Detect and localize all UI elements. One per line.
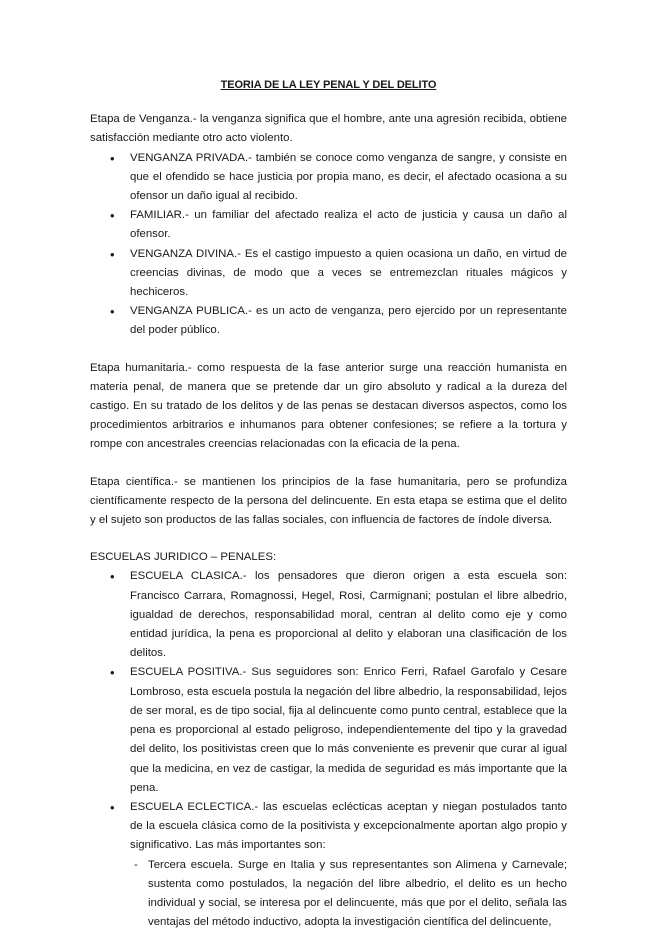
- venganza-list: [90, 149, 567, 341]
- paragraph-spacer: [90, 455, 567, 473]
- escuelas-heading: ESCUELAS JURIDICO – PENALES:: [90, 551, 277, 564]
- page-title: TEORIA DE LA LEY PENAL Y DEL DELITO: [220, 79, 437, 91]
- list-item: • VENGANZA PUBLICA.- es un acto de venganza, pero ejercido por un representante del poder público.: [90, 302, 567, 340]
- escuelas-list: [90, 567, 567, 855]
- list-item: • VENGANZA DIVINA.- Es el castigo impuesto a quien ocasiona un daño, en virtud de creencias divinas, de modo que a veces se entremezclan rituales mágicos y hechiceros.: [90, 245, 567, 303]
- list-item: • ESCUELA CLASICA.- los pensadores que dieron origen a esta escuela son: Francisco Carrara, Romagnossi, Hegel, Rosi, Carmignani; postulan el libre albedrio, igualdad de derechos, responsabilidad moral, centran al delito como eje y como entidad jurídica, la pena es proporcional al delito y elaboran una clasificación de los delitos.: [90, 567, 567, 663]
- cientifica-paragraph: Etapa científica.- se mantienen los principios de la fase humanitaria, pero se profundiza científicamente respecto de la persona del delincuente. En esta etapa se estima que el delito y el sujeto son productos de las fallas sociales, con influencia de factores de índole diversa.: [90, 475, 567, 527]
- list-item: • VENGANZA PRIVADA.- también se conoce como venganza de sangre, y consiste en que el ofendido se hace justicia por propia mano, es decir, el afectado ocasiona a su ofensor un daño igual al recibido.: [90, 149, 567, 207]
- humanitaria-paragraph: Etapa humanitaria.- como respuesta de la fase anterior surge una reacción humanista en materia penal, de manera que se pretende dar un giro absoluto y radical a la dureza del castigo. En su tratado de los delitos y de las penas se destacan diversos aspectos, como los procedimientos arbitrarios e inhumanos para obtener confesiones; se refiere a la tortura y rompe con ancestrales creencias relacionadas con la eficacia de la pena.: [90, 361, 567, 451]
- list-item: • FAMILIAR.- un familiar del afectado realiza el acto de justicia y causa un daño al ofensor.: [90, 206, 567, 244]
- venganza-intro: Etapa de Venganza.- la venganza significa que el hombre, ante una agresión recibida, obtiene satisfacción mediante otro acto violento.: [90, 113, 567, 145]
- list-item: • ESCUELA ECLECTICA.- las escuelas eclécticas aceptan y niegan postulados tanto de la escuela clásica como de la positivista y excepcionalmente aportan algo propio y significativo. Las más importantes son:: [90, 798, 567, 856]
- paragraph-spacer: [90, 530, 567, 548]
- eclectica-sublist: [130, 856, 567, 932]
- sub-list-item: - Tercera escuela. Surge en Italia y sus representantes son Alimena y Carnevale; sustenta como postulados, la negación del libre albedrio, el delito es un hecho individual y social, se interesa por el delincuente, más que por el delito, señala las ventajas del método inductivo, adopta la investigación científica del delincuente,: [130, 856, 567, 932]
- paragraph-spacer: [90, 341, 567, 359]
- list-item: • ESCUELA POSITIVA.- Sus seguidores son: Enrico Ferri, Rafael Garofalo y Cesare Lombroso, esta escuela postula la negación del libre albedrio, la responsabilidad, lejos de ser moral, es de tipo social, fija al delincuente como punto central, establece que la pena es proporcional al estado peligroso, independientemente del tipo y la gravedad del delito, los positivistas creen que lo más conveniente es prevenir que curar al igual que la medicina, en vez de castigar, la medida de seguridad es más importante que la pena.: [90, 663, 567, 797]
